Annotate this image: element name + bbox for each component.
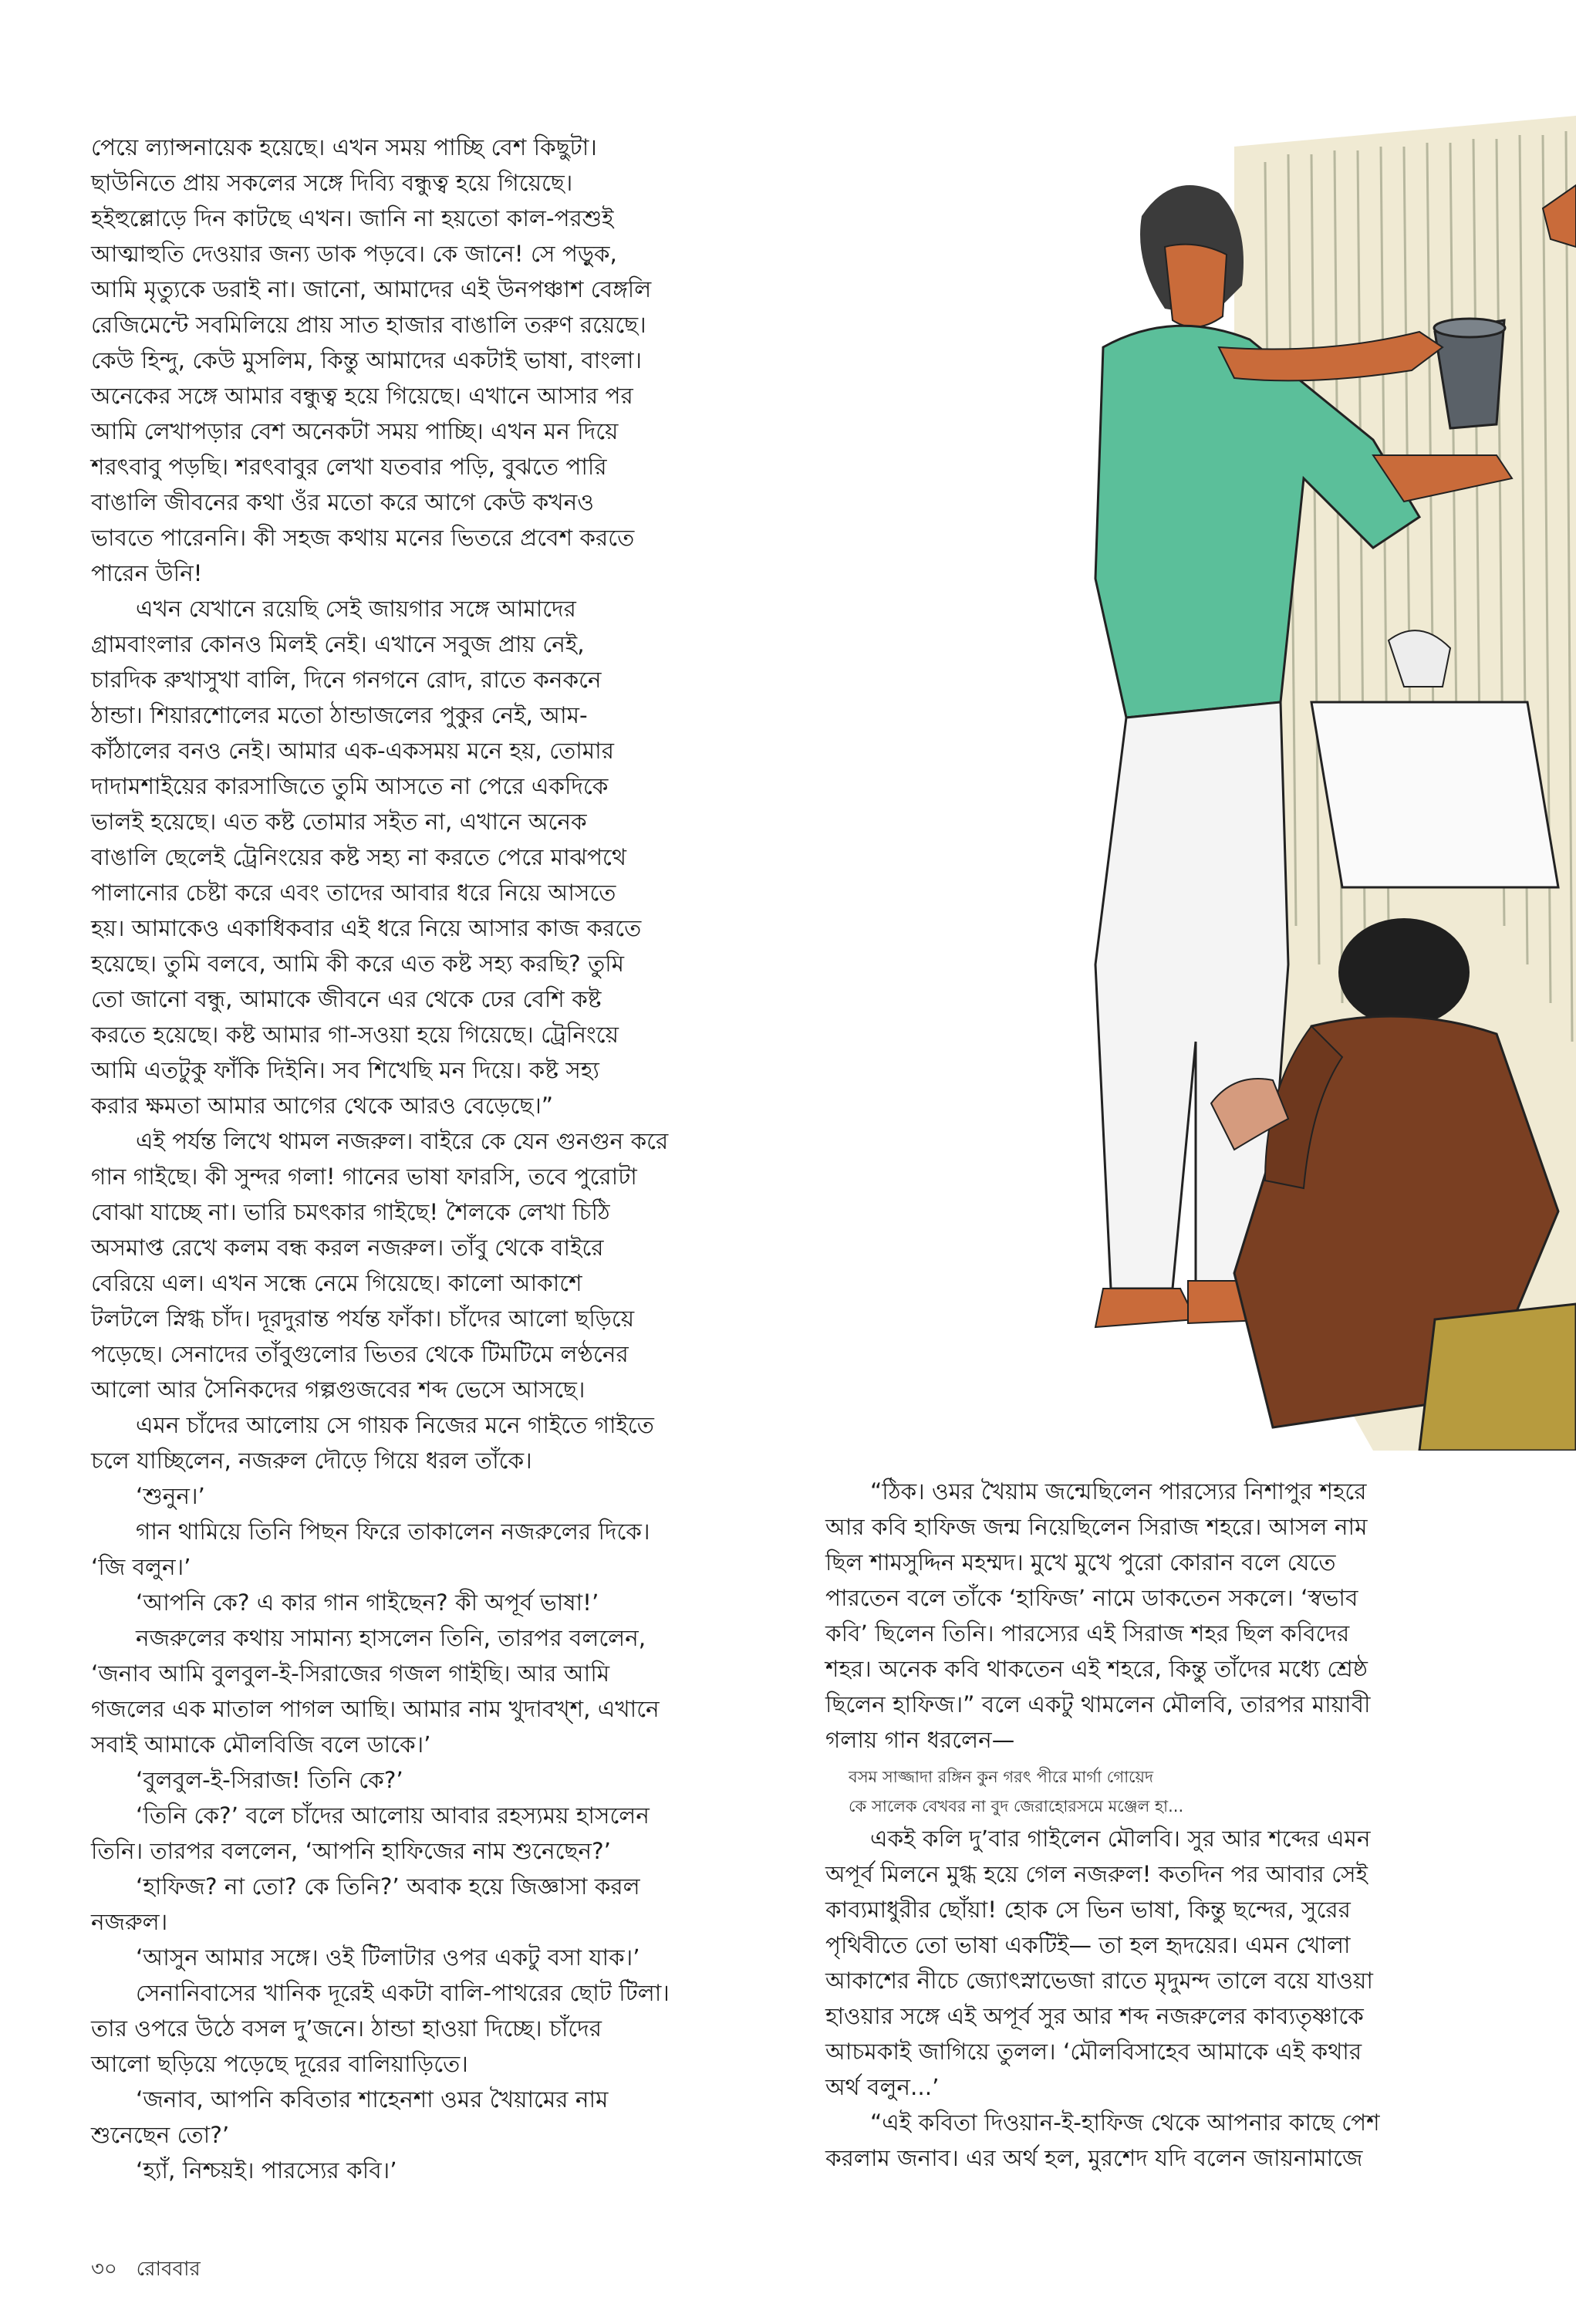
text-line: কেউ হিন্দু, কেউ মুসলিম, কিন্তু আমাদের একটাই ভাষা, বাংলা। xyxy=(91,347,643,373)
text-line: বোঝা যাচ্ছে না। ভারি চমৎকার গাইছে! শৈলকে লেখা চিঠি xyxy=(91,1199,610,1225)
text-line: পারেন উনি! xyxy=(91,560,203,586)
text-line: আর কবি হাফিজ জন্ম নিয়েছিলেন সিরাজ শহরে। আসল নাম xyxy=(825,1514,1368,1540)
page-number: ৩০ xyxy=(91,2258,117,2281)
text-line: ছিলেন হাফিজ।” বলে একটু থামলেন মৌলবি, তারপর মায়াবী xyxy=(825,1691,1371,1718)
text-line: দাদামশাইয়ের কারসাজিতে তুমি আসতে না পেরে একদিকে xyxy=(91,773,609,799)
text-line: এমন চাঁদের আলোয় সে গায়ক নিজের মনে গাইতে গাইতে xyxy=(136,1412,654,1438)
text-line: আলো আর সৈনিকদের গল্পগুজবের শব্দ ভেসে আসছে। xyxy=(91,1376,586,1403)
text-line: তার ওপরে উঠে বসল দু’জনে। ঠান্ডা হাওয়া দিচ্ছে। চাঁদের xyxy=(91,2015,602,2042)
text-line: ‘শুনুন।’ xyxy=(136,1483,205,1509)
text-line: ‘আপনি কে? এ কার গান গাইছেন? কী অপূর্ব ভাষা!’ xyxy=(136,1589,599,1616)
text-line: এখন যেখানে রয়েছি সেই জায়গার সঙ্গে আমাদের xyxy=(136,596,576,622)
text-line: নজরুল। xyxy=(91,1909,168,1935)
text-line: ভাবতে পারেননি। কী সহজ কথায় মনের ভিতরে প্রবেশ করতে xyxy=(91,525,635,551)
text-line: ‘জনাব, আপনি কবিতার শাহেনশা ওমর খৈয়ামের নাম xyxy=(136,2086,609,2113)
text-line: ঠান্ডা। শিয়ারশোলের মতো ঠান্ডাজলের পুকুর নেই, আম- xyxy=(91,702,588,728)
text-line: গজলের এক মাতাল পাগল আছি। আমার নাম খুদাবখ্‌শ, এখানে xyxy=(91,1696,660,1722)
text-line: শহর। অনেক কবি থাকতেন এই শহরে, কিন্তু তাঁদের মধ্যে শ্রেষ্ঠ xyxy=(825,1656,1368,1682)
text-line: গলায় গান ধরলেন— xyxy=(825,1727,1015,1753)
text-line: করতে হয়েছে। কষ্ট আমার গা-সওয়া হয়ে গিয়েছে। ট্রেনিংয়ে xyxy=(91,1022,619,1048)
text-line: তিনি। তারপর বললেন, ‘আপনি হাফিজের নাম শুনেছেন?’ xyxy=(91,1838,611,1864)
text-line: অপূর্ব মিলনে মুগ্ধ হয়ে গেল নজরুল! কতদিন পর আবার সেই xyxy=(825,1861,1368,1887)
text-line: আলো ছড়িয়ে পড়েছে দূরের বালিয়াড়িতে। xyxy=(91,2051,468,2077)
text-line: শুনেছেন তো?’ xyxy=(91,2122,230,2148)
text-line: চারদিক রুখাসুখা বালি, দিনে গনগনে রোদ, রাতে কনকনে xyxy=(91,667,602,693)
text-line: আকাশের নীচে জ্যোৎস্নাভেজা রাতে মৃদুমন্দ তালে বয়ে যাওয়া xyxy=(825,1968,1373,1994)
text-line: ‘জনাব আমি বুলবুল-ই-সিরাজের গজল গাইছি। আর আমি xyxy=(91,1660,610,1687)
text-line: করার ক্ষমতা আমার আগের থেকে আরও বেড়েছে।” xyxy=(91,1093,554,1119)
text-line: “ঠিক। ওমর খৈয়াম জন্মেছিলেন পারস্যের নিশাপুর শহরে xyxy=(870,1478,1367,1505)
text-line: বাঙালি জীবনের কথা ওঁর মতো করে আগে কেউ কখনও xyxy=(91,489,594,515)
text-line: শরৎবাবু পড়ছি। শরৎবাবুর লেখা যতবার পড়ি, বুঝতে পারি xyxy=(91,454,607,480)
text-line: অর্থ বলুন...’ xyxy=(825,2074,940,2100)
text-line: নজরুলের কথায় সামান্য হাসলেন তিনি, তারপর বললেন, xyxy=(136,1625,646,1651)
text-line: হয়। আমাকেও একাধিকবার এই ধরে নিয়ে আসার কাজ করতে xyxy=(91,915,642,941)
text-line: আচমকাই জাগিয়ে তুলল। ‘মৌলবিসাহেব আমাকে এই কথার xyxy=(825,2039,1362,2065)
text-line: পালানোর চেষ্টা করে এবং তাদের আবার ধরে নিয়ে আসতে xyxy=(91,880,616,906)
text-line: হয়েছে। তুমি বলবে, আমি কী করে এত কষ্ট সহ্য করছি? তুমি xyxy=(91,951,625,977)
verse-line: কে সালেক বেখবর না বুদ জেরাহোরসমে মঞ্জেল হা... xyxy=(849,1797,1184,1816)
text-line: করলাম জনাব। এর অর্থ হল, মুরশেদ যদি বলেন জায়নামাজে xyxy=(825,2145,1363,2171)
text-line: একই কলি দু’বার গাইলেন মৌলবি। সুর আর শব্দের এমন xyxy=(870,1826,1371,1852)
text-line: হাওয়ার সঙ্গে এই অপূর্ব সুর আর শব্দ নজরুলের কাব্যতৃষ্ণাকে xyxy=(825,2003,1364,2029)
text-line: ‘আসুন আমার সঙ্গে। ওই টিলাটার ওপর একটু বসা যাক।’ xyxy=(136,1944,640,1971)
text-line: বাঙালি ছেলেই ট্রেনিংয়ের কষ্ট সহ্য না করতে পেরে মাঝপথে xyxy=(91,844,626,870)
text-line: পেয়ে ল্যান্সনায়েক হয়েছে। এখন সময় পাচ্ছি বেশ কিছুটা। xyxy=(91,134,597,160)
text-line: ‘হ্যাঁ, নিশ্চয়ই। পারস্যের কবি।’ xyxy=(136,2157,397,2184)
text-line: “এই কবিতা দিওয়ান-ই-হাফিজ থেকে আপনার কাছে পেশ xyxy=(870,2110,1380,2136)
text-line: চলে যাচ্ছিলেন, নজরুল দৌড়ে গিয়ে ধরল তাঁকে। xyxy=(91,1447,532,1474)
magazine-name: রোববার xyxy=(136,2258,201,2281)
text-line: বেরিয়ে এল। এখন সন্ধে নেমে গিয়েছে। কালো আকাশে xyxy=(91,1270,582,1296)
text-line: অনেকের সঙ্গে আমার বন্ধুত্ব হয়ে গিয়েছে। এখানে আসার পর xyxy=(91,383,633,409)
text-line: ‘বুলবুল-ই-সিরাজ! তিনি কে?’ xyxy=(136,1767,403,1793)
text-line: ছিল শামসুদ্দিন মহম্মদ। মুখে মুখে পুরো কোরান বলে যেতে xyxy=(825,1549,1336,1576)
text-line: ‘হাফিজ? না তো? কে তিনি?’ অবাক হয়ে জিজ্ঞাসা করল xyxy=(136,1873,640,1900)
page-footer xyxy=(91,2253,201,2287)
text-line: অসমাপ্ত রেখে কলম বন্ধ করল নজরুল। তাঁবু থেকে বাইরে xyxy=(91,1235,604,1261)
text-line: আমি মৃত্যুকে ডরাই না। জানো, আমাদের এই উনপঞ্চাশ বেঙ্গলি xyxy=(91,276,652,302)
verse-line: বসম সাজ্জাদা রঙ্গিন কুন গরৎ পীরে মার্গা গোয়েদ xyxy=(849,1768,1154,1786)
text-line: এই পর্যন্ত লিখে থামল নজরুল। বাইরে কে যেন গুনগুন করে xyxy=(136,1128,669,1154)
text-line: ‘তিনি কে?’ বলে চাঁদের আলোয় আবার রহস্যময় হাসলেন xyxy=(136,1802,650,1829)
text-line: কবি’ ছিলেন তিনি। পারস্যের এই সিরাজ শহর ছিল কবিদের xyxy=(825,1620,1350,1647)
text-line: ‘জি বলুন।’ xyxy=(91,1554,191,1580)
text-line: কাব্যমাধুরীর ছোঁয়া! হোক সে ভিন ভাষা, কিন্তু ছন্দের, সুরের xyxy=(825,1897,1351,1923)
text-line: সেনানিবাসের খানিক দূরেই একটা বালি-পাথরের ছোট টিলা। xyxy=(136,1980,670,2006)
text-line: কাঁঠালের বনও নেই। আমার এক-একসময় মনে হয়, তোমার xyxy=(91,738,614,764)
illustration xyxy=(941,116,1576,1451)
right-text-column xyxy=(825,1474,1489,2176)
text-line: তো জানো বন্ধু, আমাকে জীবনে এর থেকে ঢের বেশি কষ্ট xyxy=(91,986,602,1012)
text-line: গান গাইছে। কী সুন্দর গলা! গানের ভাষা ফারসি, তবে পুরোটা xyxy=(91,1164,637,1190)
text-line: ছাউনিতে প্রায় সকলের সঙ্গে দিব্যি বন্ধুত্ব হয়ে গিয়েছে। xyxy=(91,170,573,196)
text-line: সবাই আমাকে মৌলবিজি বলে ডাকে।’ xyxy=(91,1731,431,1758)
text-line: আমি লেখাপড়ার বেশ অনেকটা সময় পাচ্ছি। এখন মন দিয়ে xyxy=(91,418,619,444)
left-text-column xyxy=(91,130,770,2188)
text-line: গ্রামবাংলার কোনও মিলই নেই। এখানে সবুজ প্রায় নেই, xyxy=(91,631,585,657)
text-line: পৃথিবীতে তো ভাষা একটিই— তা হল হৃদয়ের। এমন খোলা xyxy=(825,1932,1351,1958)
text-line: আত্মাহুতি দেওয়ার জন্য ডাক পড়বে। কে জানে! সে পড়ুক, xyxy=(91,241,617,267)
text-line: টলটলে স্নিগ্ধ চাঁদ। দূরদুরান্ত পর্যন্ত ফাঁকা। চাঁদের আলো ছড়িয়ে xyxy=(91,1306,635,1332)
text-line: রেজিমেন্টে সবমিলিয়ে প্রায় সাত হাজার বাঙালি তরুণ রয়েছে। xyxy=(91,312,646,338)
text-line: পারতেন বলে তাঁকে ‘হাফিজ’ নামে ডাকতেন সকলে। ‘স্বভাব xyxy=(825,1585,1358,1611)
text-line: ভালই হয়েছে। এত কষ্ট তোমার সইত না, এখানে অনেক xyxy=(91,809,587,835)
text-line: হইহুল্লোড়ে দিন কাটছে এখন। জানি না হয়তো কাল-পরশুই xyxy=(91,205,614,231)
text-line: পড়েছে। সেনাদের তাঁবুগুলোর ভিতর থেকে টিমটিমে লণ্ঠনের xyxy=(91,1341,629,1367)
text-line: আমি এতটুকু ফাঁকি দিইনি। সব শিখেছি মন দিয়ে। কষ্ট সহ্য xyxy=(91,1057,599,1083)
text-line: গান থামিয়ে তিনি পিছন ফিরে তাকালেন নজরুলের দিকে। xyxy=(136,1518,650,1545)
